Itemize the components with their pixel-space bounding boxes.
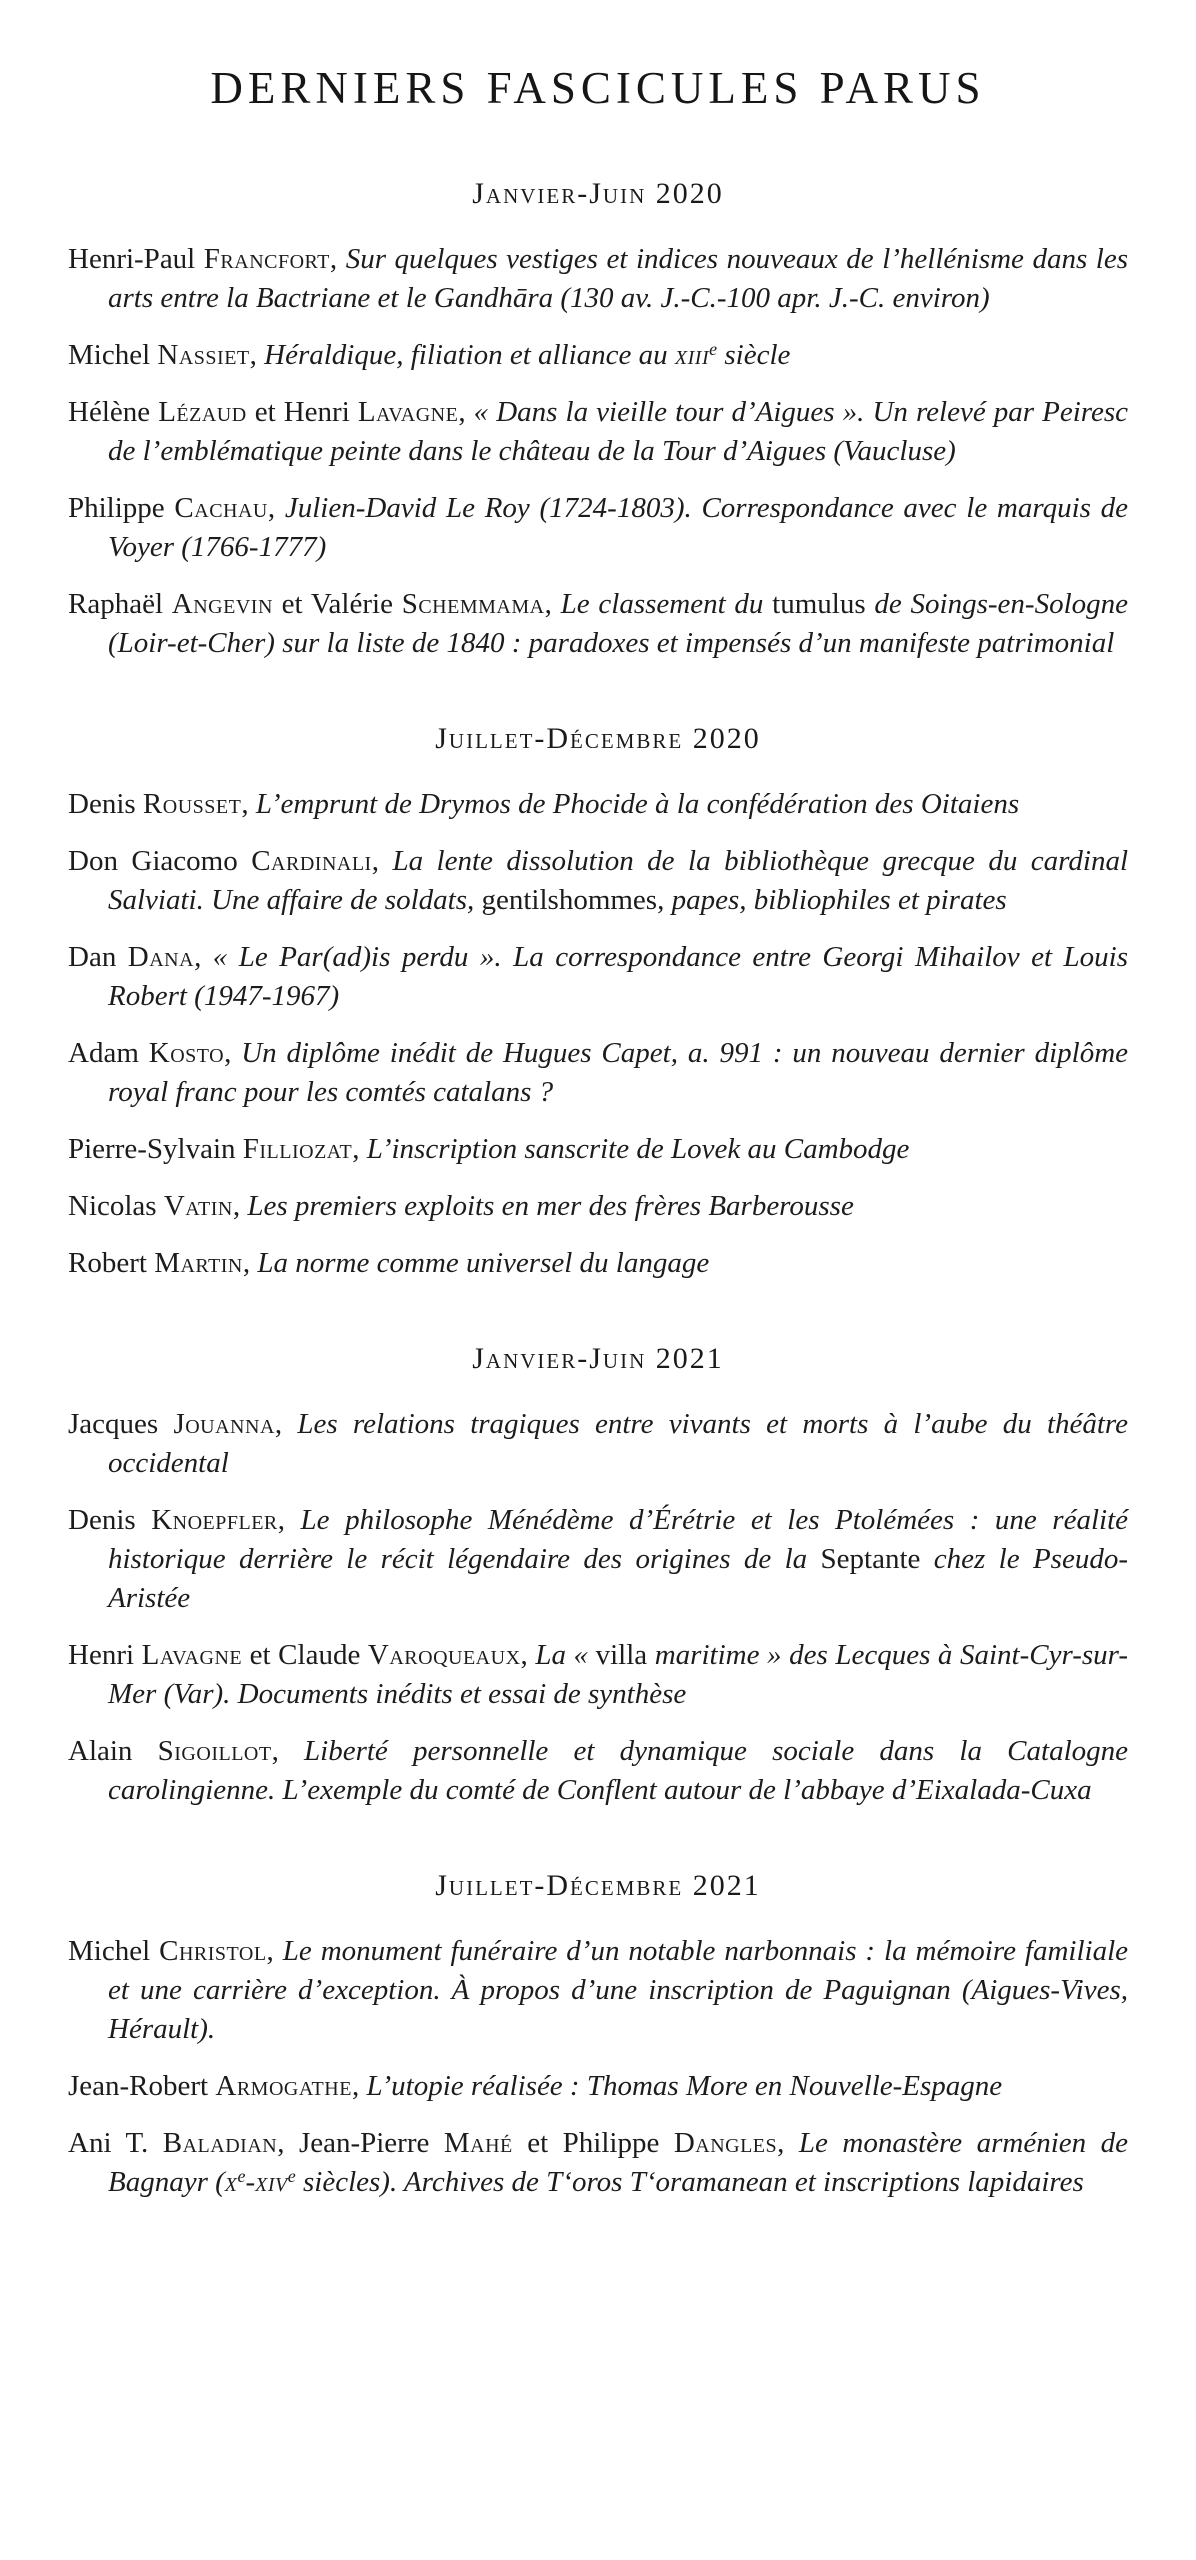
entry-segment: x	[224, 2166, 238, 2198]
entry-segment: Le monument funéraire d’un notable narbonnais : la mémoire familiale et une carrière d’exception. À propos d’une inscription de Paguignan (Aigues-Vives, Hérault).	[108, 1935, 1129, 2045]
entry-segment: Schemmama	[401, 588, 545, 620]
entry-segment: Ani T.	[68, 2127, 163, 2159]
entry-segment: e	[287, 2166, 296, 2187]
section	[68, 1339, 1128, 1810]
entry-segment: Michel	[68, 1935, 160, 1967]
entry-segment: Henri	[68, 1639, 142, 1671]
entry-segment: ,	[371, 845, 393, 877]
entry-segment: Knoepfler	[151, 1504, 278, 1536]
entry-segment: Julien-David Le Roy (1724-1803). Correspondance avec le marquis de Voyer (1766-1777)	[108, 492, 1129, 563]
entry-segment: ,	[194, 941, 213, 973]
entry-segment: Jouanna	[173, 1408, 275, 1440]
entry-segment: « Le Par(ad)is perdu ». La correspondance entre Georgi Mihailov et Louis Robert (1947-1967)	[108, 941, 1128, 1012]
entry-segment: Nassiet	[157, 339, 250, 371]
entry-segment: Michel	[68, 339, 158, 371]
entry	[68, 1405, 1128, 1483]
entry-segment: Rousset	[142, 788, 242, 820]
entry-segment: L’inscription sanscrite de Lovek au Cambodge	[366, 1133, 910, 1165]
entry-segment: Cardinali	[251, 845, 372, 877]
entry	[68, 2067, 1128, 2106]
entry-segment: Cachau	[174, 492, 268, 524]
entry-segment: Alain	[68, 1735, 158, 1767]
entry-segment: siècle	[717, 339, 791, 371]
entry-segment: L’utopie réalisée : Thomas More en Nouvelle-Espagne	[366, 2070, 1003, 2102]
entry-segment: Lavagne	[141, 1639, 243, 1671]
entry-segment: Don Giacomo	[68, 845, 252, 877]
entry	[68, 1932, 1128, 2049]
entry-segment: Le monastère arménien de Bagnayr (	[108, 2127, 1129, 2198]
entry	[68, 785, 1128, 824]
entry-segment: Dan	[68, 941, 128, 973]
entry-segment: Henri-Paul	[68, 243, 204, 275]
entry-segment: ,	[329, 243, 346, 275]
entry-segment: Kosto	[148, 1037, 225, 1069]
entry-segment: Armogathe	[215, 2070, 352, 2102]
entry-segment: La norme comme universel du langage	[257, 1247, 710, 1279]
entry-segment: Lézaud	[158, 396, 247, 428]
entry-segment: « Dans la vieille tour d’Aigues ». Un relevé par Peiresc de l’emblématique peinte dans le château de la Tour d’Aigues (Vaucluse)	[108, 396, 1129, 467]
entry-segment: Vatin	[163, 1190, 233, 1222]
entry-segment: de Soings-en-Sologne (Loir-et-Cher) sur la liste de 1840 : paradoxes et impensés d’un manifeste patrimonial	[108, 588, 1129, 659]
entry-segment: et Valérie	[272, 588, 402, 620]
entry	[68, 585, 1128, 663]
entry-segment: La lente dissolution de la bibliothèque grecque du cardinal Salviati. Une affaire de soldats,	[108, 845, 1128, 916]
entry-segment: Les relations tragiques entre vivants et morts à l’aube du théâtre occidental	[108, 1408, 1129, 1479]
section-heading: Juillet-Décembre 2020	[435, 722, 761, 755]
entry	[68, 1187, 1128, 1226]
entry-segment: Jean-Robert	[68, 2070, 216, 2102]
entry-segment: ,	[249, 339, 265, 371]
entry-segment: tumulus	[772, 588, 866, 620]
section-heading: Janvier-Juin 2021	[472, 1342, 724, 1375]
entry-segment: Liberté personnelle et dynamique sociale dans la Catalogne carolingienne. L’exemple du comté de Conflent autour de l’abbaye d’Eixalada-Cuxa	[108, 1735, 1128, 1806]
entry-segment: Christol	[159, 1935, 267, 1967]
entry-segment: L’emprunt de Drymos de Phocide à la confédération des Oitaiens	[255, 788, 1020, 820]
entry-segment: papes, bibliophiles et pirates	[664, 884, 1007, 916]
entry-segment: xiv	[255, 2166, 288, 2198]
entry	[68, 842, 1128, 920]
entry-segment: ,	[241, 788, 256, 820]
entry	[68, 393, 1128, 471]
entry-segment: Pierre-Sylvain	[68, 1133, 243, 1165]
entry-segment: Raphaël	[68, 588, 172, 620]
entry-segment: et Henri	[246, 396, 358, 428]
section	[68, 719, 1128, 1283]
entry-segment: Denis	[68, 1504, 152, 1536]
entry-segment: siècles). Archives de Tʻoros Tʻoramanean et inscriptions lapidaires	[295, 2166, 1084, 2198]
entry-segment: ,	[351, 2070, 367, 2102]
entry	[68, 336, 1128, 375]
entry-segment: et Claude	[242, 1639, 368, 1671]
entry-segment: Dangles	[673, 2127, 778, 2159]
entry-segment: Jacques	[68, 1408, 174, 1440]
entry-segment: Nicolas	[68, 1190, 164, 1222]
entry-segment: Adam	[68, 1037, 149, 1069]
entry	[68, 489, 1128, 567]
entry	[68, 1636, 1128, 1714]
entry-segment: villa	[595, 1639, 648, 1671]
entry-segment: Hélène	[68, 396, 159, 428]
section-heading: Janvier-Juin 2020	[472, 177, 724, 210]
entry-segment: Filliozat	[242, 1133, 353, 1165]
section	[68, 1866, 1128, 2202]
page-title: DERNIERS FASCICULES PARUS	[210, 63, 986, 113]
entry-segment: -	[245, 2166, 256, 2198]
entry-segment: gentilshommes,	[481, 884, 665, 916]
entry-segment: ,	[242, 1247, 258, 1279]
entry-segment: ,	[520, 1639, 536, 1671]
entry-segment: Mahé	[443, 2127, 513, 2159]
entry-segment: Robert	[68, 1247, 155, 1279]
entry-segment: ,	[232, 1190, 248, 1222]
entry-segment: Martin	[154, 1247, 243, 1279]
entry-segment: Le classement du	[560, 588, 773, 620]
entry-segment: ,	[352, 1133, 367, 1165]
entry-segment: ,	[271, 1735, 305, 1767]
entry-segment: ,	[777, 2127, 799, 2159]
entry-segment: Baladian	[162, 2127, 278, 2159]
entry-segment: et Philippe	[512, 2127, 674, 2159]
entry	[68, 1501, 1128, 1618]
entry-segment: , Jean-Pierre	[277, 2127, 444, 2159]
entry-segment: ,	[544, 588, 561, 620]
entry	[68, 1130, 1128, 1169]
entry-segment: Le philosophe Ménédème d’Érétrie et les Ptolémées : une réalité historique derrière le récit légendaire des origines de la	[108, 1504, 1128, 1575]
entry-segment: ,	[224, 1037, 242, 1069]
section-heading: Juillet-Décembre 2021	[435, 1869, 761, 1902]
entry-segment: Varoqueaux	[367, 1639, 521, 1671]
entry-segment: Un diplôme inédit de Hugues Capet, a. 991 : un nouveau dernier diplôme royal franc pour les comtés catalans ?	[108, 1037, 1129, 1108]
entry-segment: ,	[274, 1408, 298, 1440]
entry	[68, 938, 1128, 1016]
entry-segment: chez le Pseudo-Aristée	[108, 1543, 1128, 1614]
entry-segment: Les premiers exploits en mer des frères Barberousse	[247, 1190, 854, 1222]
entry-segment: ,	[266, 1935, 283, 1967]
entry-segment: Philippe	[68, 492, 175, 524]
entry-segment: ,	[277, 1504, 301, 1536]
entry-segment: La «	[535, 1639, 596, 1671]
entry	[68, 1244, 1128, 1283]
entry-segment: Héraldique, filiation et alliance au	[264, 339, 675, 371]
entry-segment: ,	[267, 492, 285, 524]
entry-segment: Septante	[820, 1543, 921, 1575]
entry-segment: ,	[458, 396, 474, 428]
entry-segment: e	[709, 339, 718, 360]
entry-segment: Lavagne	[357, 396, 459, 428]
entry-segment: maritime » des Lecques à Saint-Cyr-sur-Mer (Var). Documents inédits et essai de synthèse	[108, 1639, 1129, 1710]
entry-segment: Dana	[127, 941, 195, 973]
entry-segment: e	[237, 2166, 246, 2187]
entry-segment: Francfort	[203, 243, 330, 275]
entry	[68, 1034, 1128, 1112]
entry	[68, 240, 1128, 318]
entry	[68, 2124, 1128, 2202]
entry	[68, 1732, 1128, 1810]
sections-container	[68, 174, 1128, 2202]
entry-segment: Sigoillot	[157, 1735, 272, 1767]
entry-segment: xiii	[674, 339, 710, 371]
entry-segment: Angevin	[171, 588, 273, 620]
entry-segment: Denis	[68, 788, 143, 820]
section	[68, 174, 1128, 663]
entry-segment: Sur quelques vestiges et indices nouveaux de l’hellénisme dans les arts entre la Bactriane et le Gandhāra (130 av. J.-C.-100 apr. J.-C. environ)	[108, 243, 1128, 314]
